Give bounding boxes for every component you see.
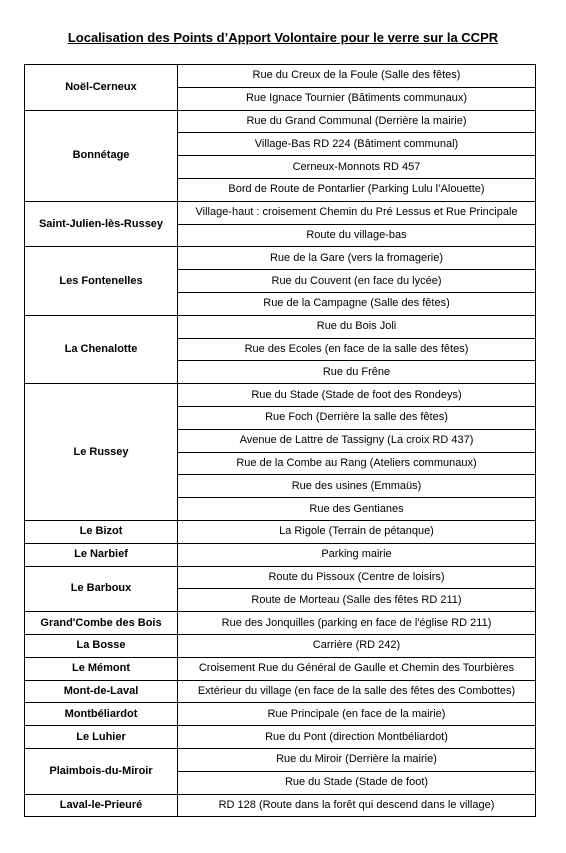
location-cell: Rue du Grand Communal (Derrière la mairie)	[178, 110, 536, 133]
location-cell: Rue du Creux de la Foule (Salle des fêtes)	[178, 65, 536, 88]
location-cell: Route du village-bas	[178, 224, 536, 247]
table-row	[25, 612, 536, 635]
location-cell: Rue de la Campagne (Salle des fêtes)	[178, 292, 536, 315]
location-cell: Parking mairie	[178, 543, 536, 566]
location-cell: Cerneux-Monnots RD 457	[178, 156, 536, 179]
table-row	[25, 520, 536, 543]
location-cell: Rue du Stade (Stade de foot)	[178, 771, 536, 794]
location-cell: Rue des Jonquilles (parking en face de l'église RD 211)	[178, 612, 536, 635]
location-cell: La Rigole (Terrain de pétanque)	[178, 520, 536, 543]
commune-name: La Chenalotte	[25, 315, 178, 383]
location-cell: Rue de la Gare (vers la fromagerie)	[178, 247, 536, 270]
table-row	[25, 566, 536, 589]
table-row	[25, 726, 536, 749]
table-row	[25, 201, 536, 224]
commune-name: Plaimbois-du-Miroir	[25, 748, 178, 794]
location-cell: Rue du Miroir (Derrière la mairie)	[178, 748, 536, 771]
location-cell: Rue Ignace Tournier (Bâtiments communaux)	[178, 87, 536, 110]
commune-name: Le Barboux	[25, 566, 178, 612]
location-cell: Rue du Pont (direction Montbéliardot)	[178, 726, 536, 749]
commune-name: Le Luhier	[25, 726, 178, 749]
commune-name: Mont-de-Laval	[25, 680, 178, 703]
commune-name: Laval-le-Prieuré	[25, 794, 178, 817]
location-cell: Route de Morteau (Salle des fêtes RD 211)	[178, 589, 536, 612]
commune-name: Le Narbief	[25, 543, 178, 566]
commune-name: Saint-Julien-lès-Russey	[25, 201, 178, 247]
commune-name: Montbéliardot	[25, 703, 178, 726]
location-cell: Rue de la Combe au Rang (Ateliers communaux)	[178, 452, 536, 475]
location-cell: Rue Principale (en face de la mairie)	[178, 703, 536, 726]
table-row	[25, 110, 536, 133]
location-cell: Rue du Bois Joli	[178, 315, 536, 338]
table-row	[25, 703, 536, 726]
document-title: Localisation des Points d’Apport Volontaire pour le verre sur la CCPR	[67, 30, 499, 45]
commune-name: Le Russey	[25, 384, 178, 521]
location-cell: Rue des usines (Emmaüs)	[178, 475, 536, 498]
table-row	[25, 634, 536, 657]
locations-table	[24, 64, 536, 817]
commune-name: Les Fontenelles	[25, 247, 178, 315]
location-cell: Avenue de Lattre de Tassigny (La croix RD 437)	[178, 429, 536, 452]
table-row	[25, 315, 536, 338]
location-cell: Village-haut : croisement Chemin du Pré Lessus et Rue Principale	[178, 201, 536, 224]
commune-name: Le Mémont	[25, 657, 178, 680]
location-cell: Rue des Ecoles (en face de la salle des fêtes)	[178, 338, 536, 361]
commune-name: Le Bizot	[25, 520, 178, 543]
table-row	[25, 384, 536, 407]
location-cell: Rue des Gentianes	[178, 498, 536, 521]
location-cell: RD 128 (Route dans la forêt qui descend dans le village)	[178, 794, 536, 817]
table-row	[25, 748, 536, 771]
location-cell: Rue du Couvent (en face du lycée)	[178, 270, 536, 293]
location-cell: Rue Foch (Derrière la salle des fêtes)	[178, 406, 536, 429]
locations-table-body	[25, 65, 536, 817]
location-cell: Route du Pissoux (Centre de loisirs)	[178, 566, 536, 589]
location-cell: Village-Bas RD 224 (Bâtiment communal)	[178, 133, 536, 156]
table-row	[25, 680, 536, 703]
table-row	[25, 657, 536, 680]
commune-name: Noël-Cerneux	[25, 65, 178, 111]
location-cell: Extérieur du village (en face de la salle des fêtes des Combottes)	[178, 680, 536, 703]
location-cell: Rue du Frêne	[178, 361, 536, 384]
location-cell: Carrière (RD 242)	[178, 634, 536, 657]
table-row	[25, 543, 536, 566]
table-row	[25, 65, 536, 88]
location-cell: Bord de Route de Pontarlier (Parking Lulu l’Alouette)	[178, 178, 536, 201]
location-cell: Croisement Rue du Général de Gaulle et Chemin des Tourbières	[178, 657, 536, 680]
table-row	[25, 247, 536, 270]
table-row	[25, 794, 536, 817]
location-cell: Rue du Stade (Stade de foot des Rondeys)	[178, 384, 536, 407]
commune-name: Grand'Combe des Bois	[25, 612, 178, 635]
commune-name: Bonnétage	[25, 110, 178, 201]
commune-name: La Bosse	[25, 634, 178, 657]
